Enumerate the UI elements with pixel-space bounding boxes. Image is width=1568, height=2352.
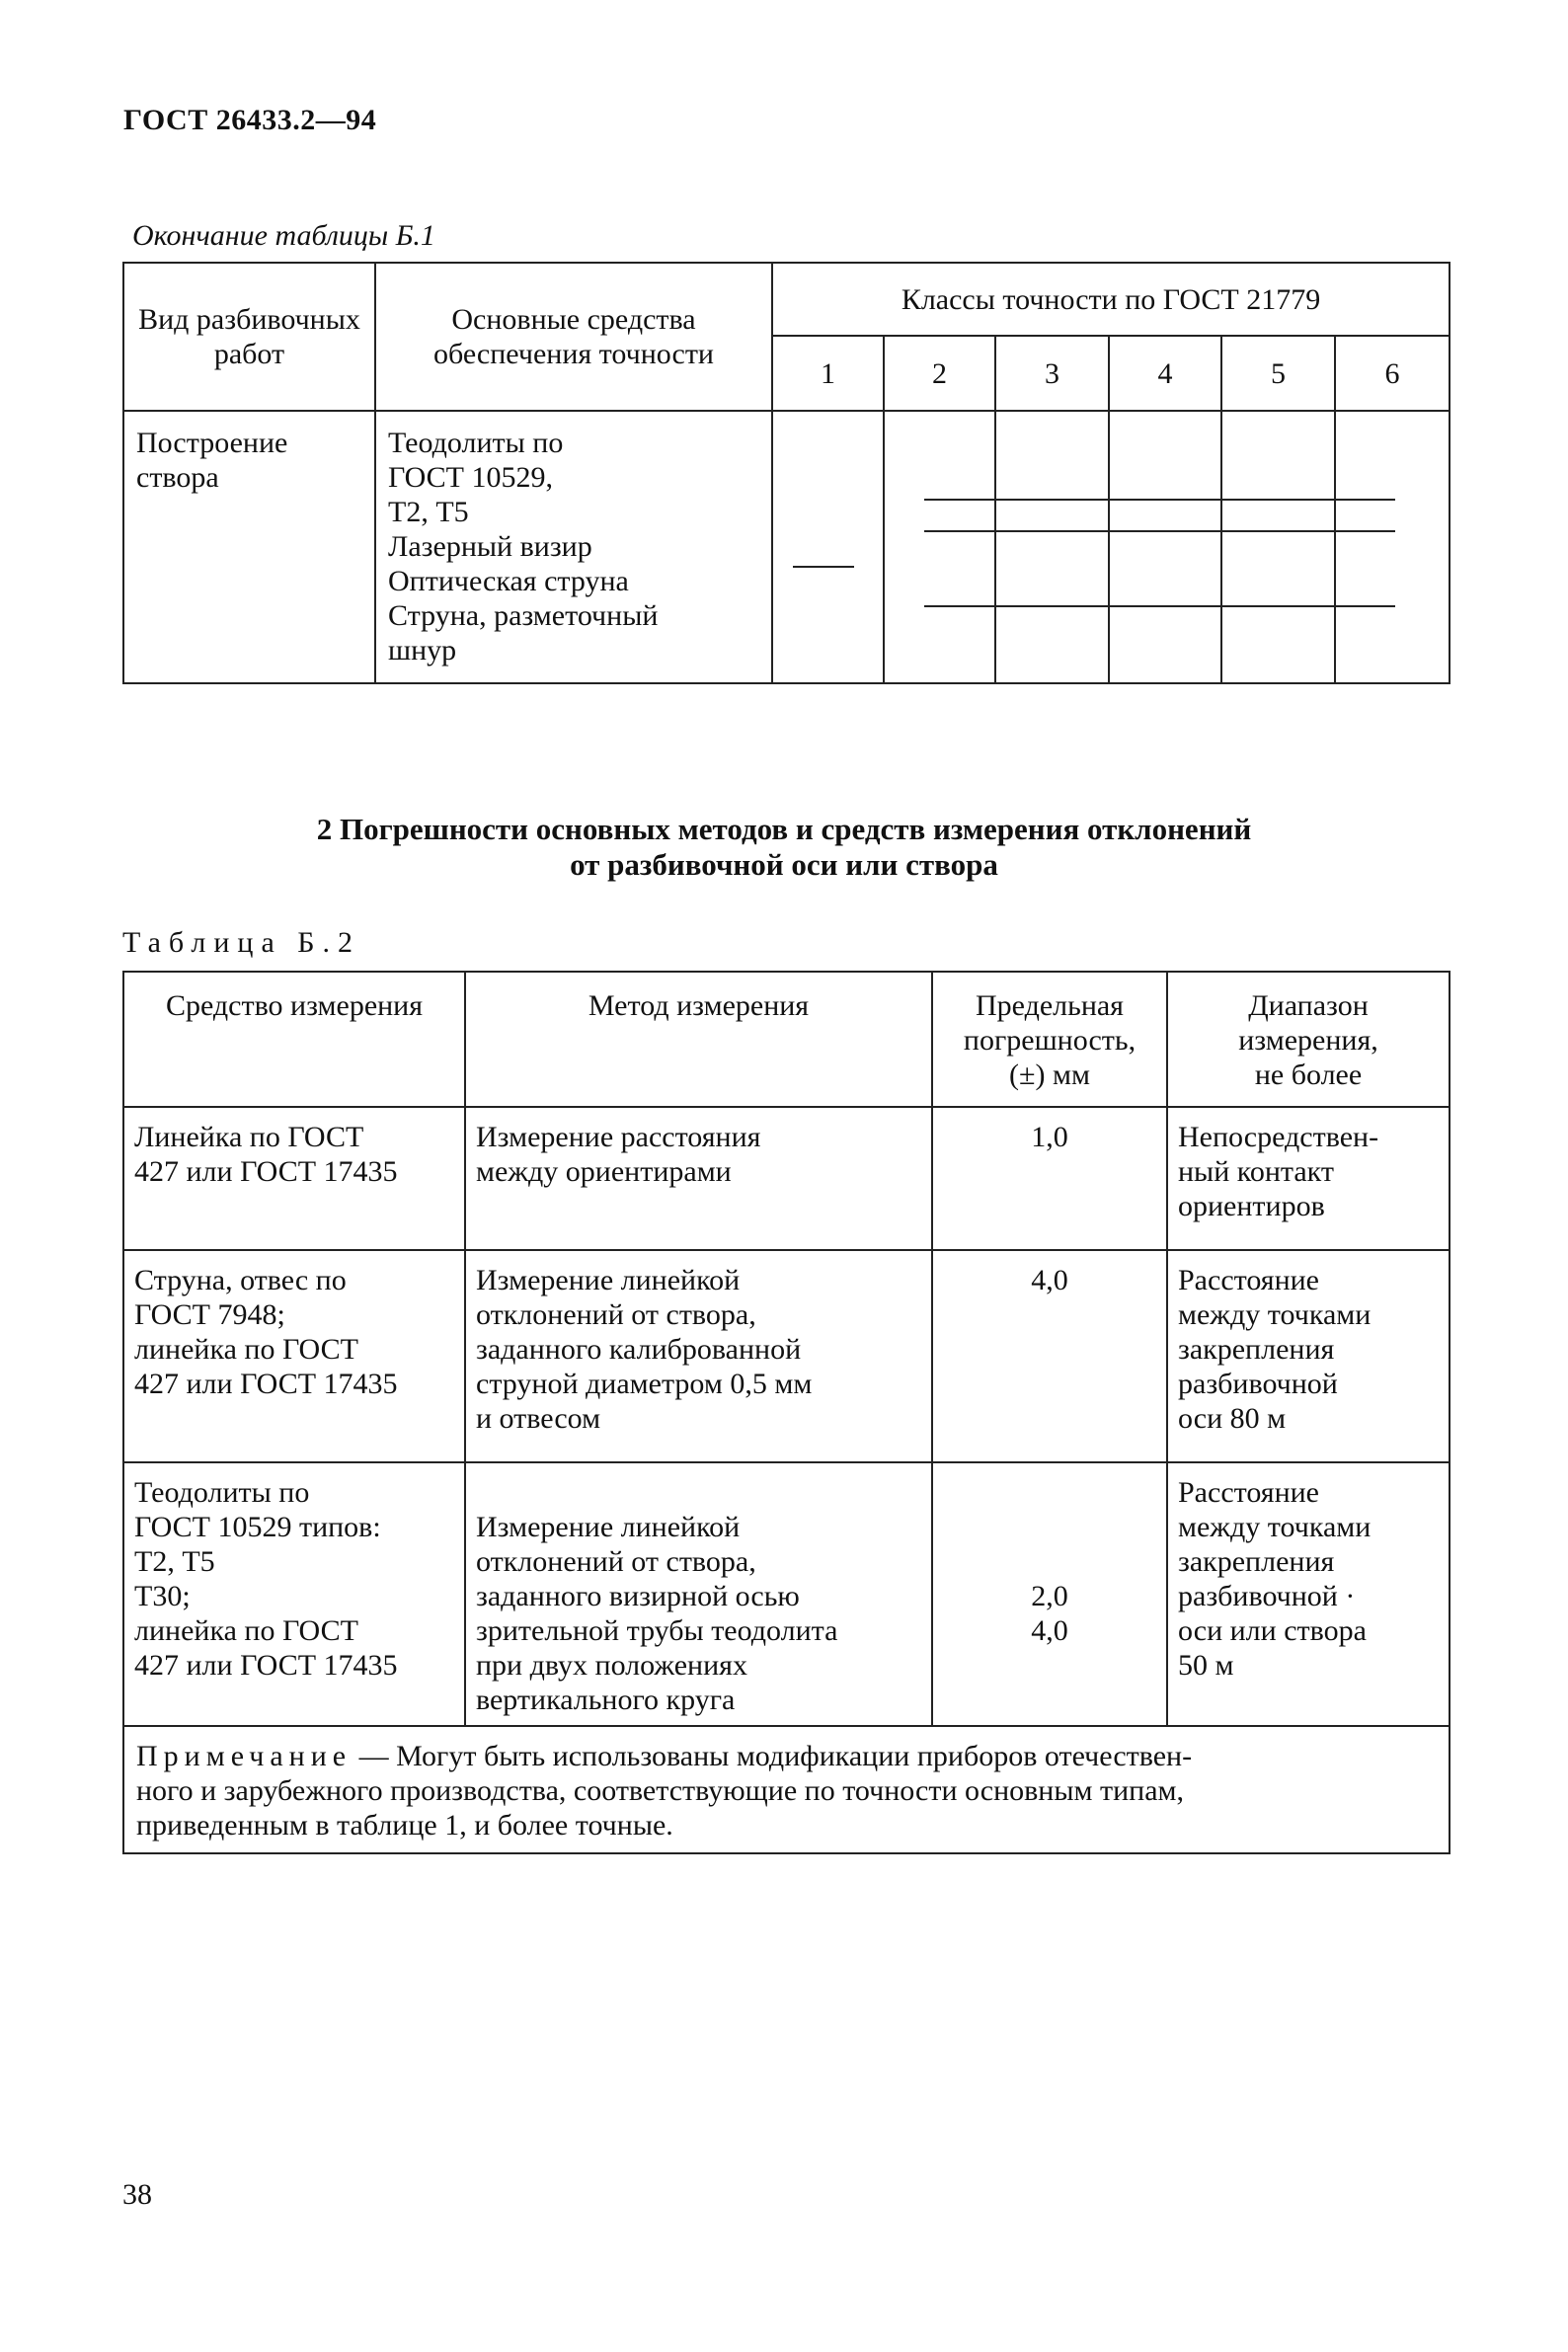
class-number-1: 1 <box>772 336 884 411</box>
cell-line: линейка по ГОСТ <box>134 1614 358 1647</box>
table1-work-type-cell <box>123 411 375 683</box>
table1-header-means: Основные средства обеспечения точности <box>375 263 772 411</box>
cell-line: заданного калиброванной <box>476 1333 802 1366</box>
range-cell <box>1167 1462 1450 1726</box>
table1-caption: Окончание таблицы Б.1 <box>132 219 435 252</box>
method-cell <box>465 1250 932 1462</box>
dash-mark <box>793 566 854 568</box>
means-line: Оптическая струна <box>388 565 629 597</box>
table1-row <box>123 411 1450 683</box>
note-line: ного и зарубежного производства, соответствующие по точности основным типам, <box>136 1774 1185 1807</box>
cell-line: вертикального круга <box>476 1684 736 1716</box>
cell-line: струной диаметром 0,5 мм <box>476 1368 813 1400</box>
cell-line: 427 или ГОСТ 17435 <box>134 1155 398 1188</box>
cell-line: между точками <box>1178 1511 1372 1543</box>
section-title-line: 2 Погрешности основных методов и средств измерения отклонений <box>316 812 1252 846</box>
dash-mark <box>1110 605 1223 607</box>
cell-line: между ориентирами <box>476 1155 732 1188</box>
dash-mark <box>996 499 1108 501</box>
cell-line: Струна, отвес по <box>134 1264 347 1296</box>
dash-mark <box>1110 499 1223 501</box>
table1-header-accuracy-classes: Классы точности по ГОСТ 21779 <box>772 263 1450 336</box>
note-label: Примечание <box>136 1740 353 1772</box>
dash-mark <box>1336 530 1395 532</box>
dash-mark <box>924 605 996 607</box>
table2-header-error <box>932 972 1167 1107</box>
error-cell <box>932 1107 1167 1250</box>
tool-cell <box>123 1462 465 1726</box>
means-line: Струна, разметочный <box>388 599 659 632</box>
method-cell <box>465 1107 932 1250</box>
page-number: 38 <box>122 2178 152 2211</box>
dash-mark <box>1222 499 1335 501</box>
cell-line: Расстояние <box>1178 1476 1319 1509</box>
cell-line: разбивочной <box>1178 1368 1338 1400</box>
method-cell <box>465 1462 932 1726</box>
class-3-cell <box>995 411 1109 683</box>
means-line: ГОСТ 10529, <box>388 461 553 494</box>
note-text: — Могут быть использованы модификации приборов отечествен- <box>352 1740 1193 1772</box>
cell-line: между точками <box>1178 1298 1372 1331</box>
table2-note-row <box>123 1726 1450 1853</box>
range-cell <box>1167 1107 1450 1250</box>
cell-line: 50 м <box>1178 1649 1234 1682</box>
class-number-3: 3 <box>995 336 1109 411</box>
cell-line: при двух положениях <box>476 1649 747 1682</box>
cell-line: ГОСТ 10529 типов: <box>134 1511 381 1543</box>
means-line: Лазерный визир <box>388 530 592 563</box>
cell-line: отклонений от створа, <box>476 1545 756 1578</box>
tool-cell <box>123 1107 465 1250</box>
cell-line: Измерение линейкой <box>476 1264 741 1296</box>
header-line: не более <box>1254 1058 1363 1091</box>
cell-line: отклонений от створа, <box>476 1298 756 1331</box>
table-b2 <box>122 971 1450 1854</box>
cell-line: Т2, Т5 <box>134 1545 215 1578</box>
class-2-cell <box>884 411 995 683</box>
cell-line: закрепления <box>1178 1545 1335 1578</box>
table2-header-range <box>1167 972 1450 1107</box>
cell-line: ный контакт <box>1178 1155 1334 1188</box>
cell-line: Измерение линейкой <box>476 1511 741 1543</box>
table-row <box>123 1250 1450 1462</box>
document-code: ГОСТ 26433.2—94 <box>123 104 377 136</box>
cell-line: 427 или ГОСТ 17435 <box>134 1649 398 1682</box>
note-line: приведенным в таблице 1, и более точные. <box>136 1809 673 1842</box>
header-line: (±) мм <box>1009 1058 1090 1091</box>
class-5-cell <box>1221 411 1335 683</box>
cell-line: разбивочной · <box>1178 1580 1356 1612</box>
cell-line: Измерение расстояния <box>476 1121 761 1153</box>
cell-line: и отвесом <box>476 1402 601 1435</box>
dash-mark <box>1336 499 1395 501</box>
class-4-cell <box>1109 411 1221 683</box>
error-cell <box>932 1250 1167 1462</box>
work-type-text: Построение створа <box>136 427 288 494</box>
means-line: Теодолиты по <box>388 427 564 459</box>
cell-line: 2,0 <box>1031 1580 1068 1612</box>
table1-header-row <box>123 263 1450 336</box>
dash-mark <box>996 605 1108 607</box>
table2-caption: Таблица Б.2 <box>122 926 361 959</box>
table1-means-cell <box>375 411 772 683</box>
cell-line: Теодолиты по <box>134 1476 310 1509</box>
cell-line: закрепления <box>1178 1333 1335 1366</box>
cell-line: 427 или ГОСТ 17435 <box>134 1368 398 1400</box>
table2-header-tool: Средство измерения <box>123 972 465 1107</box>
dash-mark <box>1110 530 1223 532</box>
header-line: измерения, <box>1238 1024 1378 1057</box>
dash-mark <box>1222 530 1335 532</box>
class-number-5: 5 <box>1221 336 1335 411</box>
tool-cell <box>123 1250 465 1462</box>
section-title-line: от разбивочной оси или створа <box>570 847 998 882</box>
cell-line: 1,0 <box>1031 1121 1068 1153</box>
dash-mark <box>996 530 1108 532</box>
cell-line: 4,0 <box>1031 1614 1068 1647</box>
table1-header-work-type: Вид разбивочных работ <box>123 263 375 411</box>
means-line: шнур <box>388 634 457 666</box>
table-row <box>123 1107 1450 1250</box>
cell-line: оси или створа <box>1178 1614 1367 1647</box>
header-line: погрешность, <box>963 1024 1137 1057</box>
dash-mark <box>1222 605 1335 607</box>
cell-line: Т30; <box>134 1580 191 1612</box>
class-6-cell <box>1335 411 1450 683</box>
cell-line: заданного визирной осью <box>476 1580 800 1612</box>
table2-header-row <box>123 972 1450 1107</box>
table-row <box>123 1462 1450 1726</box>
cell-line: Линейка по ГОСТ <box>134 1121 364 1153</box>
cell-line: Расстояние <box>1178 1264 1319 1296</box>
cell-line: зрительной трубы теодолита <box>476 1614 838 1647</box>
header-line: Диапазон <box>1248 989 1369 1022</box>
dash-mark <box>924 499 996 501</box>
cell-line: 4,0 <box>1031 1264 1068 1296</box>
class-number-6: 6 <box>1335 336 1450 411</box>
error-cell <box>932 1462 1167 1726</box>
class-number-2: 2 <box>884 336 995 411</box>
dash-mark <box>1336 605 1395 607</box>
class-number-4: 4 <box>1109 336 1221 411</box>
header-line: Предельная <box>976 989 1124 1022</box>
range-cell <box>1167 1250 1450 1462</box>
cell-line: оси 80 м <box>1178 1402 1287 1435</box>
cell-line: ГОСТ 7948; <box>134 1298 285 1331</box>
cell-line: Непосредствен- <box>1178 1121 1379 1153</box>
note-line <box>136 1739 1435 1773</box>
class-1-cell <box>772 411 884 683</box>
cell-line: ориентиров <box>1178 1190 1325 1222</box>
cell-line: линейка по ГОСТ <box>134 1333 358 1366</box>
dash-mark <box>924 530 996 532</box>
table2-note-cell <box>123 1726 1450 1853</box>
section-title <box>0 812 1568 883</box>
means-line: Т2, Т5 <box>388 496 469 528</box>
table-b1 <box>122 262 1450 684</box>
table2-header-method: Метод измерения <box>465 972 932 1107</box>
